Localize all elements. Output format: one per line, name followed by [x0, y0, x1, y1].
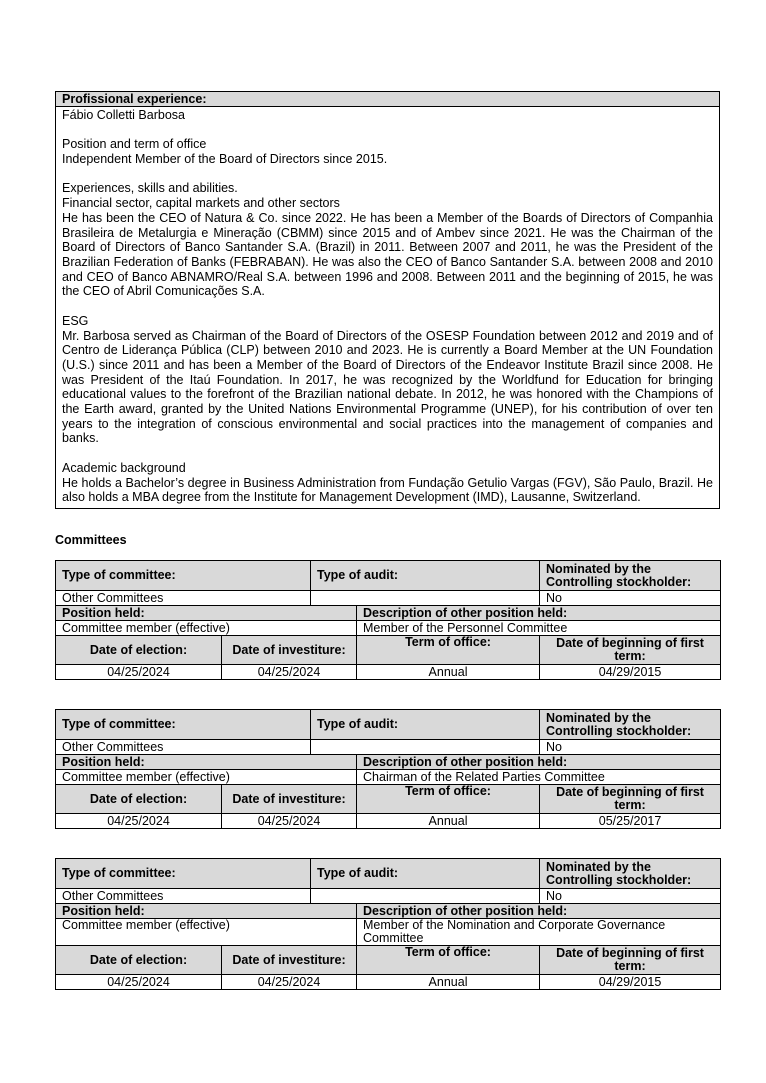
description-value: Member of the Personnel Committee: [357, 621, 721, 636]
term-office-label: Term of office:: [357, 785, 540, 814]
type-of-audit-label: Type of audit:: [311, 859, 540, 889]
audit-type: [311, 889, 540, 904]
position-held-value: Committee member (effective): [56, 919, 357, 946]
type-of-committee-label: Type of committee:: [56, 561, 311, 591]
experience-body: [56, 107, 719, 505]
date-election-label: Date of election:: [56, 785, 222, 814]
date-investiture-label: Date of investiture:: [222, 785, 357, 814]
committee-type: Other Committees: [56, 591, 311, 606]
skills-label: Experiences, skills and abilities.: [62, 181, 238, 196]
position-held-value: Committee member (effective): [56, 770, 357, 785]
audit-type: [311, 591, 540, 606]
term-office-label: Term of office:: [357, 636, 540, 665]
date-beginning-value: 05/25/2017: [540, 814, 721, 829]
description-value: Member of the Nomination and Corporate Governance Committee: [357, 919, 721, 946]
esg-label: ESG: [62, 313, 89, 328]
position-held-value: Committee member (effective): [56, 621, 357, 636]
description-value: Chairman of the Related Parties Committee: [357, 770, 721, 785]
committee-type: Other Committees: [56, 740, 311, 755]
academic-label: Academic background: [62, 460, 186, 475]
committee-type: Other Committees: [56, 889, 311, 904]
position-held-label: Position held:: [56, 755, 357, 770]
position-held-label: Position held:: [56, 904, 357, 919]
academic-text: He holds a Bachelor’s degree in Business Administration from Fundação Getulio Vargas (FGV), São Paulo, Brazil. He also holds a MBA degree from the Institute for Management Development (IMD), Lausanne, Switzerland.: [62, 475, 713, 505]
type-of-committee-label: Type of committee:: [56, 859, 311, 889]
experience-header: Profissional experience:: [56, 92, 719, 107]
position-held-label: Position held:: [56, 606, 357, 621]
date-beginning-label: Date of beginning of first term:: [540, 946, 721, 975]
nominated-label: Nominated by the Controlling stockholder:: [540, 561, 721, 591]
date-election-value: 04/25/2024: [56, 665, 222, 680]
term-office-value: Annual: [357, 814, 540, 829]
date-investiture-value: 04/25/2024: [222, 665, 357, 680]
nominated-value: No: [540, 591, 721, 606]
term-office-value: Annual: [357, 665, 540, 680]
date-beginning-label: Date of beginning of first term:: [540, 785, 721, 814]
skills-sector: Financial sector, capital markets and other sectors: [62, 196, 340, 211]
type-of-audit-label: Type of audit:: [311, 710, 540, 740]
date-beginning-value: 04/29/2015: [540, 665, 721, 680]
date-election-label: Date of election:: [56, 636, 222, 665]
nominated-label: Nominated by the Controlling stockholder:: [540, 859, 721, 889]
description-other-label: Description of other position held:: [357, 755, 721, 770]
description-other-label: Description of other position held:: [357, 606, 721, 621]
date-investiture-label: Date of investiture:: [222, 636, 357, 665]
date-election-value: 04/25/2024: [56, 814, 222, 829]
nominated-label: Nominated by the Controlling stockholder:: [540, 710, 721, 740]
nominated-value: No: [540, 889, 721, 904]
description-other-label: Description of other position held:: [357, 904, 721, 919]
nominated-value: No: [540, 740, 721, 755]
term-office-label: Term of office:: [357, 946, 540, 975]
type-of-committee-label: Type of committee:: [56, 710, 311, 740]
committee-table-1: [55, 560, 721, 680]
skills-text: He has been the CEO of Natura & Co. since 2022. He has been a Member of the Boards of Directors of Companhia Brasileira de Metalurgia e Mineração (CBMM) since 2015 and of Ambev since 2021. He was the Chairman of the Board of Directors of Banco Santander S.A. (Brazil) in 2011. Between 2007 and 2011, he was the President of the Brazilian Federation of Banks (FEBRABAN). He was also the CEO of Banco Santander S.A. between 2008 and 2010 and CEO of Banco ABNAMRO/Real S.A. between 1996 and 2008. Between 2011 and the beginning of 2015, he was the CEO of Abril Comunicações S.A.: [62, 210, 713, 299]
term-office-value: Annual: [357, 975, 540, 990]
experience-box: [55, 91, 720, 509]
committees-title: Committees: [55, 533, 127, 547]
date-beginning-label: Date of beginning of first term:: [540, 636, 721, 665]
date-election-value: 04/25/2024: [56, 975, 222, 990]
type-of-audit-label: Type of audit:: [311, 561, 540, 591]
date-investiture-value: 04/25/2024: [222, 975, 357, 990]
committee-table-3: [55, 858, 721, 990]
position-value: Independent Member of the Board of Directors since 2015.: [62, 152, 388, 167]
position-label: Position and term of office: [62, 137, 207, 152]
date-investiture-label: Date of investiture:: [222, 946, 357, 975]
date-investiture-value: 04/25/2024: [222, 814, 357, 829]
date-election-label: Date of election:: [56, 946, 222, 975]
committee-table-2: [55, 709, 721, 829]
esg-text: Mr. Barbosa served as Chairman of the Board of Directors of the OSESP Foundation between 2012 and 2019 and of Centro de Liderança Pública (CLP) between 2010 and 2023. He is currently a Board Member at the UN Foundation (U.S.) since 2011 and has been a Member of the Board of Directors of the Endeavor Institute Brazil since 2008. He was President of the Itaú Foundation. In 2017, he was recognized by the Worldfund for Education for bringing educational values to the forefront of the Brazilian national debate. In 2012, he was honored with the Champions of the Earth award, granted by the United Nations Environmental Programme (UNEP), for his contribution of over ten years to the integration of conscious environmental and social practices into the management of companies and banks.: [62, 328, 713, 446]
audit-type: [311, 740, 540, 755]
member-name: Fábio Colletti Barbosa: [62, 108, 185, 122]
date-beginning-value: 04/29/2015: [540, 975, 721, 990]
